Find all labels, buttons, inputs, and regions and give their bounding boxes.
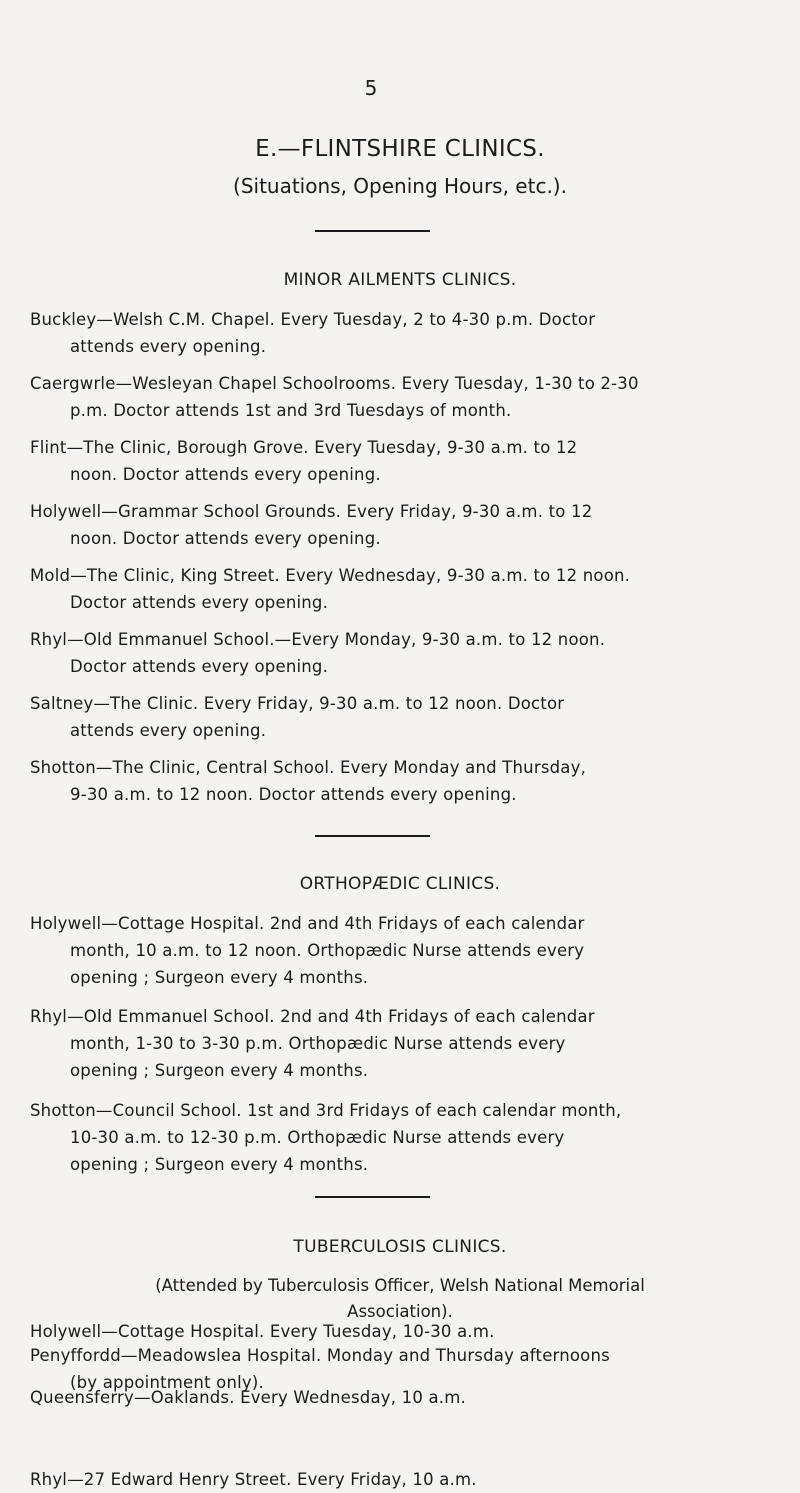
clinic-details: —The Clinic, King Street. Every Wednesday, 9-30 a.m. to 12 noon. <box>70 566 631 585</box>
clinic-entry <box>30 562 742 616</box>
clinic-entry <box>30 910 742 991</box>
divider <box>315 835 430 837</box>
clinic-entry <box>30 626 742 680</box>
clinic-details: —Oaklands. Every Wednesday, 10 a.m. <box>134 1388 466 1407</box>
clinic-details-cont: opening ; Surgeon every 4 months. <box>70 968 369 987</box>
page-title: E.—FLINTSHIRE CLINICS. <box>255 136 545 162</box>
clinic-entry <box>30 1318 742 1345</box>
clinic-entry <box>30 1466 742 1493</box>
clinic-place: Mold <box>30 566 71 585</box>
clinic-details-cont: attends every opening. <box>70 721 267 740</box>
clinic-details-cont: opening ; Surgeon every 4 months. <box>70 1155 369 1174</box>
section-heading-minor-ailments: MINOR AILMENTS CLINICS. <box>283 270 517 290</box>
clinic-details: —Meadowslea Hospital. Monday and Thursday afternoons <box>120 1346 610 1365</box>
clinic-details-cont: noon. Doctor attends every opening. <box>70 465 381 484</box>
clinic-entry <box>30 1384 742 1411</box>
page-number: 5 <box>364 76 378 100</box>
clinic-details-cont: 9-30 a.m. to 12 noon. Doctor attends every opening. <box>70 785 517 804</box>
clinic-entry <box>30 1003 742 1084</box>
clinic-place: Queensferry <box>30 1388 135 1407</box>
clinic-place: Penyffordd <box>30 1346 121 1365</box>
clinic-entry <box>30 1097 742 1178</box>
page-subtitle: (Situations, Opening Hours, etc.). <box>233 174 567 198</box>
clinic-entry <box>30 370 742 424</box>
clinic-place: Rhyl <box>30 1470 68 1489</box>
clinic-details: —Cottage Hospital. Every Tuesday, 10-30 a.m. <box>101 1322 495 1341</box>
clinic-place: Holywell <box>30 502 102 521</box>
clinic-place: Rhyl <box>30 630 68 649</box>
section-note-cont: Association). <box>347 1302 453 1321</box>
clinic-place: Caergwrle <box>30 374 116 393</box>
section-heading-orthopaedic: ORTHOPÆDIC CLINICS. <box>299 874 501 894</box>
clinic-details: —Wesleyan Chapel Schoolrooms. Every Tuesday, 1-30 to 2-30 <box>115 374 639 393</box>
clinic-details: —Old Emmanuel School. 2nd and 4th Fridays of each calendar <box>67 1007 595 1026</box>
clinic-details: —The Clinic. Every Friday, 9-30 a.m. to 12 noon. Doctor <box>93 694 565 713</box>
clinic-details-cont: month, 1-30 to 3-30 p.m. Orthopædic Nurse attends every <box>70 1034 566 1053</box>
clinic-place: Flint <box>30 438 67 457</box>
clinic-entry <box>30 754 742 808</box>
clinic-place: Saltney <box>30 694 94 713</box>
clinic-details-cont: attends every opening. <box>70 337 267 356</box>
clinic-entry <box>30 498 742 552</box>
clinic-place: Rhyl <box>30 1007 68 1026</box>
clinic-place: Buckley <box>30 310 97 329</box>
clinic-details-cont: p.m. Doctor attends 1st and 3rd Tuesdays of month. <box>70 401 512 420</box>
clinic-details: —Council School. 1st and 3rd Fridays of each calendar month, <box>95 1101 622 1120</box>
clinic-details: —Cottage Hospital. 2nd and 4th Fridays of each calendar <box>101 914 585 933</box>
clinic-details: —27 Edward Henry Street. Every Friday, 10 a.m. <box>67 1470 477 1489</box>
clinic-entry <box>30 690 742 744</box>
clinic-details-cont: (by appointment only). <box>70 1373 264 1392</box>
section-note: (Attended by Tuberculosis Officer, Welsh National Memorial <box>155 1276 645 1295</box>
section-heading-tuberculosis: TUBERCULOSIS CLINICS. <box>293 1237 507 1257</box>
clinic-place: Shotton <box>30 758 96 777</box>
clinic-entry <box>30 434 742 488</box>
clinic-place: Holywell <box>30 914 102 933</box>
clinic-place: Shotton <box>30 1101 96 1120</box>
clinic-details-cont: Doctor attends every opening. <box>70 593 329 612</box>
divider <box>315 230 430 232</box>
clinic-entry <box>30 306 742 360</box>
clinic-details: —Welsh C.M. Chapel. Every Tuesday, 2 to 4-30 p.m. Doctor <box>96 310 596 329</box>
clinic-details-cont: opening ; Surgeon every 4 months. <box>70 1061 369 1080</box>
clinic-details: —The Clinic, Central School. Every Monday and Thursday, <box>95 758 587 777</box>
clinic-details: —The Clinic, Borough Grove. Every Tuesday, 9-30 a.m. to 12 <box>66 438 578 457</box>
clinic-place: Holywell <box>30 1322 102 1341</box>
clinic-details-cont: noon. Doctor attends every opening. <box>70 529 381 548</box>
clinic-details: —Old Emmanuel School.—Every Monday, 9-30 a.m. to 12 noon. <box>67 630 606 649</box>
clinic-details-cont: Doctor attends every opening. <box>70 657 329 676</box>
divider <box>315 1196 430 1198</box>
clinic-details-cont: 10-30 a.m. to 12-30 p.m. Orthopædic Nurse attends every <box>70 1128 565 1147</box>
clinic-details: —Grammar School Grounds. Every Friday, 9-30 a.m. to 12 <box>101 502 593 521</box>
clinic-details-cont: month, 10 a.m. to 12 noon. Orthopædic Nurse attends every <box>70 941 585 960</box>
